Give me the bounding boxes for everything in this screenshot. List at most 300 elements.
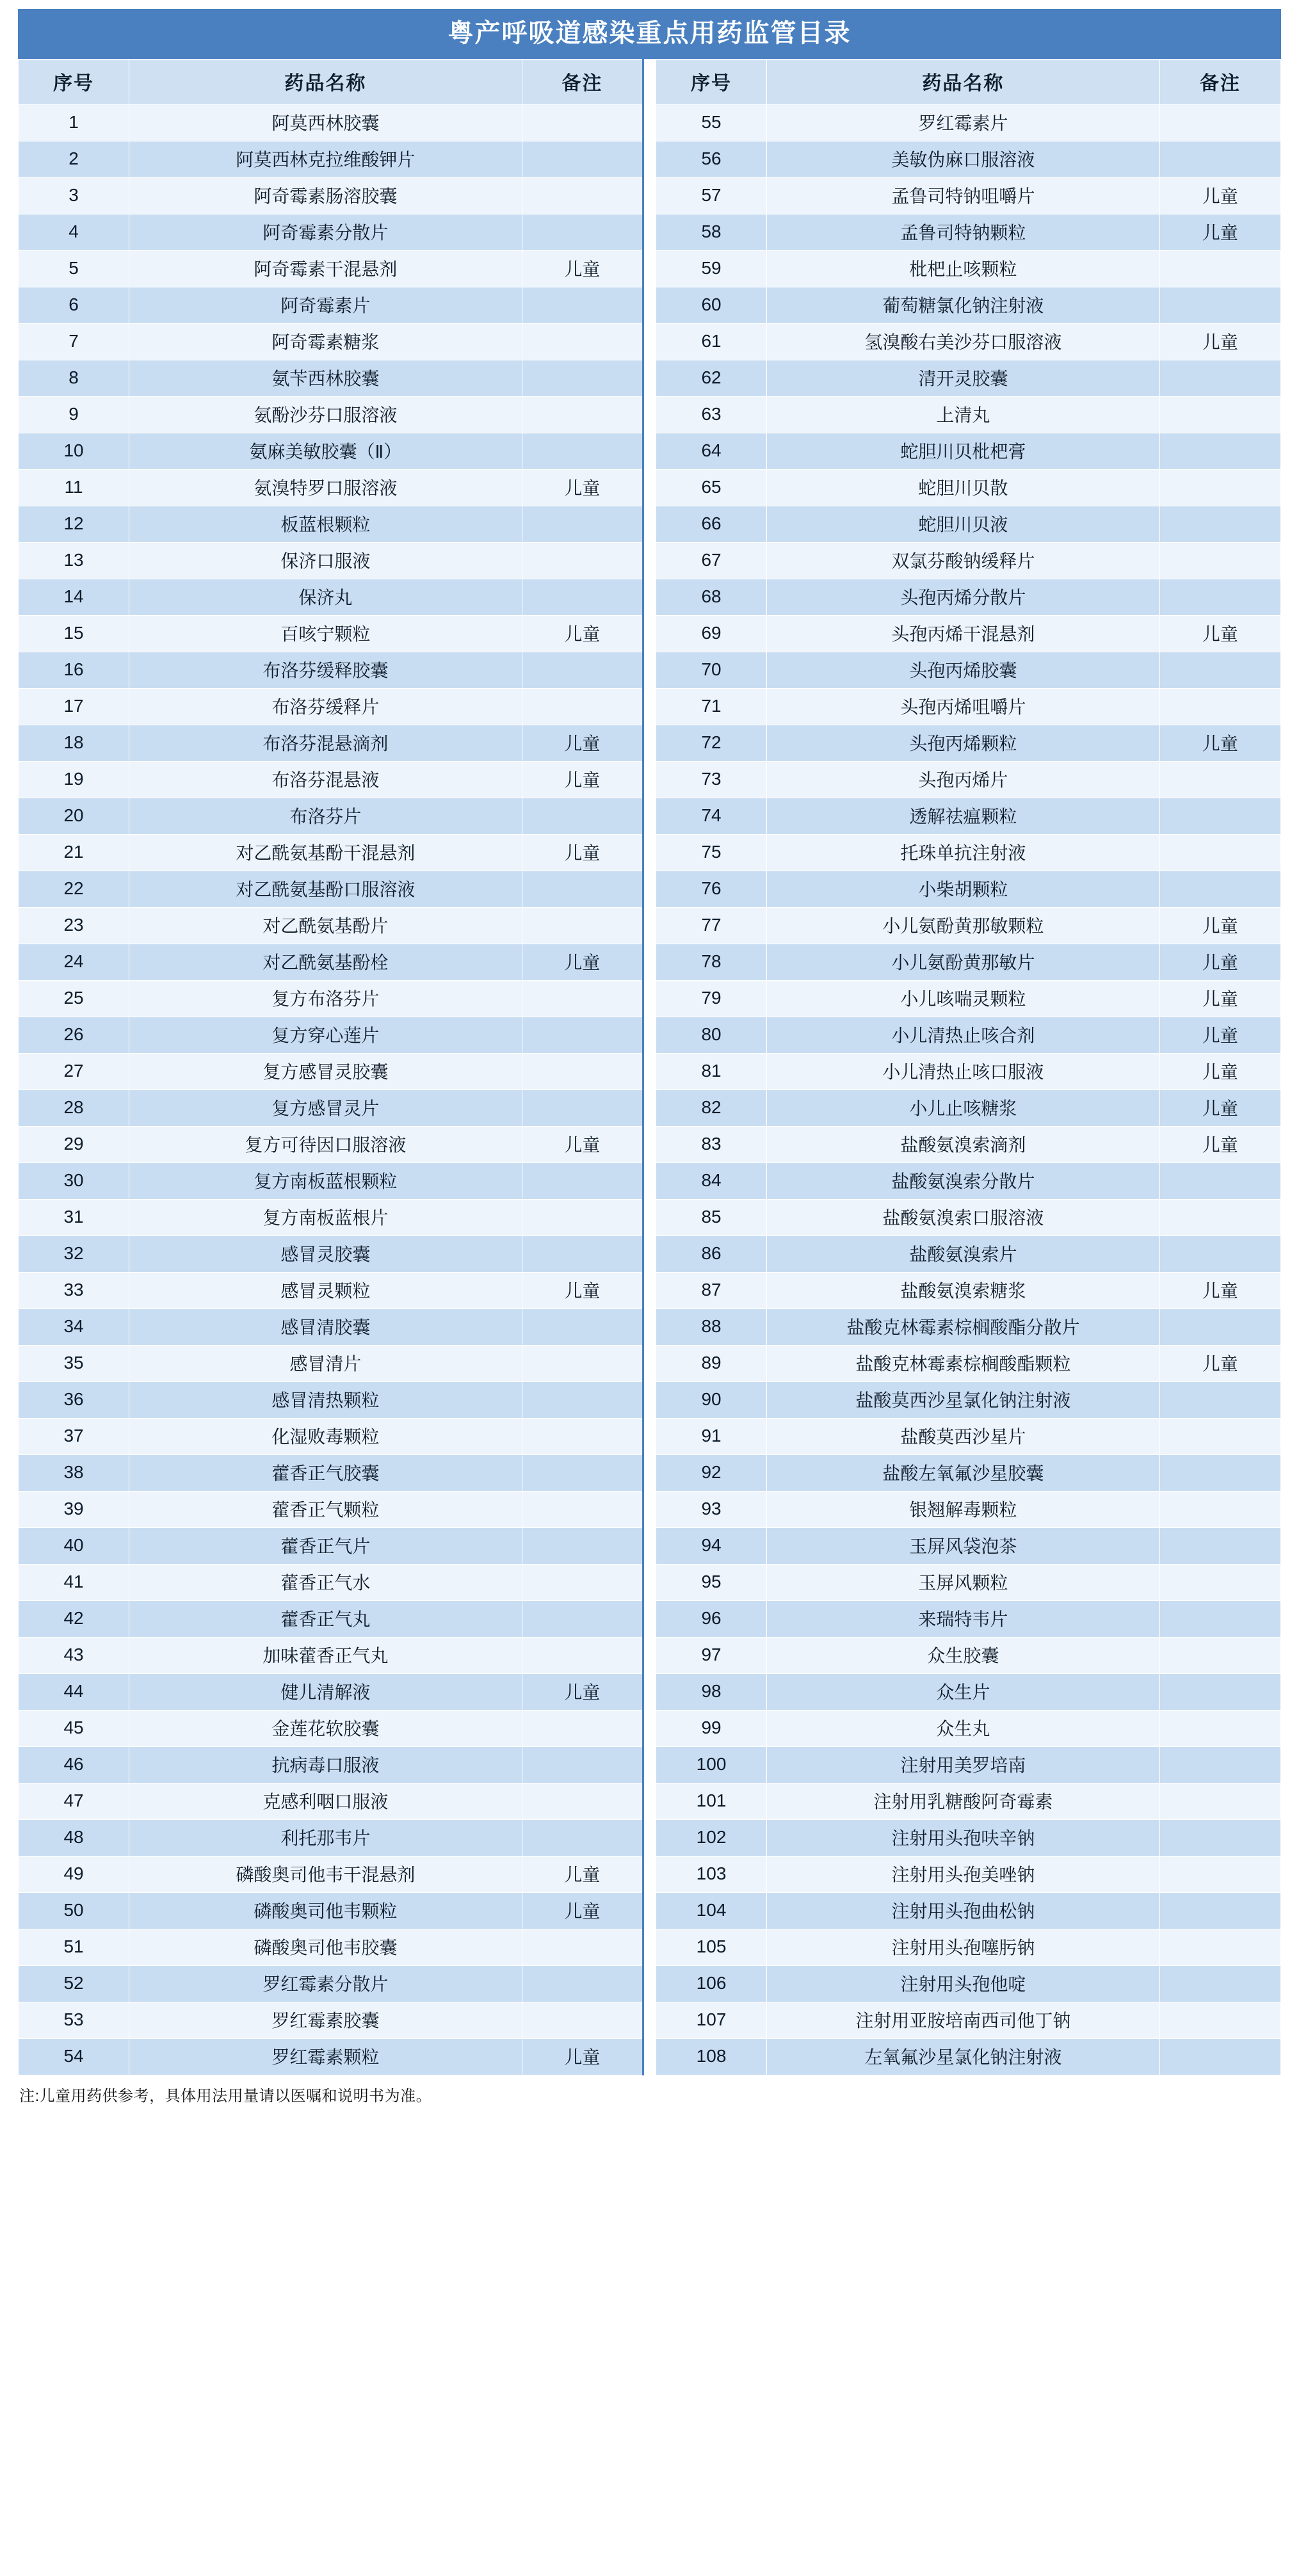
cell-note-left — [522, 1090, 643, 1127]
cell-note-right — [1159, 1309, 1280, 1346]
cell-num-left: 24 — [19, 944, 129, 981]
cell-name-right: 头孢丙烯分散片 — [767, 579, 1160, 616]
cell-note-right: 儿童 — [1159, 214, 1280, 251]
column-divider — [643, 324, 656, 360]
cell-num-right: 90 — [656, 1382, 767, 1419]
cell-name-right: 盐酸氨溴索滴剂 — [767, 1127, 1160, 1163]
cell-note-left — [522, 287, 643, 324]
cell-name-left: 复方南板蓝根颗粒 — [129, 1163, 522, 1200]
cell-num-right: 95 — [656, 1565, 767, 1601]
cell-name-left: 布洛芬缓释片 — [129, 689, 522, 725]
table-row — [19, 251, 1281, 287]
cell-note-left: 儿童 — [522, 616, 643, 652]
cell-name-right: 注射用乳糖酸阿奇霉素 — [767, 1783, 1160, 1820]
cell-name-left: 感冒灵颗粒 — [129, 1273, 522, 1309]
cell-name-left: 保济丸 — [129, 579, 522, 616]
cell-name-left: 藿香正气颗粒 — [129, 1492, 522, 1528]
cell-name-right: 罗红霉素片 — [767, 105, 1160, 141]
cell-name-left: 阿莫西林胶囊 — [129, 105, 522, 141]
cell-note-right — [1159, 1163, 1280, 1200]
cell-name-right: 枇杷止咳颗粒 — [767, 251, 1160, 287]
table-row — [19, 725, 1281, 762]
column-divider — [643, 470, 656, 506]
cell-note-right — [1159, 2002, 1280, 2039]
column-divider — [643, 1674, 656, 1711]
cell-num-right: 57 — [656, 178, 767, 214]
cell-name-left: 复方感冒灵片 — [129, 1090, 522, 1127]
cell-note-right — [1159, 1492, 1280, 1528]
table-row — [19, 1747, 1281, 1783]
cell-num-left: 12 — [19, 506, 129, 543]
cell-num-left: 6 — [19, 287, 129, 324]
cell-name-left: 罗红霉素胶囊 — [129, 2002, 522, 2039]
cell-note-left — [522, 798, 643, 835]
cell-name-right: 银翘解毒颗粒 — [767, 1492, 1160, 1528]
cell-name-right: 盐酸克林霉素棕榈酸酯分散片 — [767, 1309, 1160, 1346]
cell-name-right: 头孢丙烯咀嚼片 — [767, 689, 1160, 725]
column-divider — [643, 1565, 656, 1601]
column-divider — [643, 397, 656, 433]
table-row — [19, 1565, 1281, 1601]
cell-name-right: 盐酸氨溴索糖浆 — [767, 1273, 1160, 1309]
cell-num-left: 48 — [19, 1820, 129, 1856]
cell-name-right: 透解祛瘟颗粒 — [767, 798, 1160, 835]
cell-name-left: 感冒清胶囊 — [129, 1309, 522, 1346]
cell-note-right — [1159, 689, 1280, 725]
cell-name-right: 孟鲁司特钠咀嚼片 — [767, 178, 1160, 214]
column-divider — [643, 287, 656, 324]
cell-num-right: 56 — [656, 141, 767, 178]
cell-name-right: 注射用头孢他啶 — [767, 1966, 1160, 2002]
cell-note-left — [522, 908, 643, 944]
cell-num-right: 83 — [656, 1127, 767, 1163]
cell-note-right — [1159, 1601, 1280, 1638]
cell-num-left: 51 — [19, 1929, 129, 1966]
cell-name-left: 罗红霉素颗粒 — [129, 2039, 522, 2075]
cell-note-left: 儿童 — [522, 251, 643, 287]
cell-note-right: 儿童 — [1159, 725, 1280, 762]
cell-note-left: 儿童 — [522, 2039, 643, 2075]
cell-note-left — [522, 433, 643, 470]
cell-note-left: 儿童 — [522, 725, 643, 762]
header-num-left: 序号 — [19, 60, 129, 105]
table-row — [19, 1601, 1281, 1638]
cell-num-right: 103 — [656, 1856, 767, 1893]
cell-name-left: 氨酚沙芬口服溶液 — [129, 397, 522, 433]
cell-num-right: 72 — [656, 725, 767, 762]
cell-note-left — [522, 1017, 643, 1054]
column-divider — [643, 251, 656, 287]
cell-note-right: 儿童 — [1159, 1346, 1280, 1382]
cell-num-right: 97 — [656, 1638, 767, 1674]
table-row — [19, 1200, 1281, 1236]
cell-num-left: 39 — [19, 1492, 129, 1528]
cell-name-right: 头孢丙烯颗粒 — [767, 725, 1160, 762]
cell-num-right: 66 — [656, 506, 767, 543]
cell-name-right: 蛇胆川贝散 — [767, 470, 1160, 506]
column-divider — [643, 652, 656, 689]
cell-note-left: 儿童 — [522, 1893, 643, 1929]
table-row — [19, 1127, 1281, 1163]
cell-name-right: 盐酸莫西沙星氯化钠注射液 — [767, 1382, 1160, 1419]
cell-note-left — [522, 1820, 643, 1856]
cell-note-right — [1159, 1747, 1280, 1783]
table-row — [19, 433, 1281, 470]
cell-name-right: 左氧氟沙星氯化钠注射液 — [767, 2039, 1160, 2075]
cell-num-right: 79 — [656, 981, 767, 1017]
cell-name-right: 头孢丙烯片 — [767, 762, 1160, 798]
column-divider — [643, 1747, 656, 1783]
column-divider — [643, 725, 656, 762]
header-note-left: 备注 — [522, 60, 643, 105]
cell-note-left — [522, 1419, 643, 1455]
cell-name-right: 注射用头孢噻肟钠 — [767, 1929, 1160, 1966]
cell-name-right: 小儿清热止咳口服液 — [767, 1054, 1160, 1090]
cell-name-left: 百咳宁颗粒 — [129, 616, 522, 652]
cell-num-right: 94 — [656, 1528, 767, 1565]
cell-note-right — [1159, 1783, 1280, 1820]
column-divider — [643, 1309, 656, 1346]
cell-note-left — [522, 214, 643, 251]
column-divider — [643, 105, 656, 141]
cell-note-right: 儿童 — [1159, 178, 1280, 214]
column-divider — [643, 1017, 656, 1054]
column-divider — [643, 689, 656, 725]
column-divider — [643, 944, 656, 981]
cell-note-right: 儿童 — [1159, 324, 1280, 360]
cell-note-right — [1159, 2039, 1280, 2075]
cell-num-right: 99 — [656, 1711, 767, 1747]
cell-num-left: 19 — [19, 762, 129, 798]
cell-num-right: 101 — [656, 1783, 767, 1820]
cell-num-right: 89 — [656, 1346, 767, 1382]
cell-num-right: 98 — [656, 1674, 767, 1711]
cell-note-right — [1159, 251, 1280, 287]
cell-note-left — [522, 1747, 643, 1783]
table-row — [19, 689, 1281, 725]
cell-num-right: 74 — [656, 798, 767, 835]
column-divider — [643, 506, 656, 543]
table-row — [19, 762, 1281, 798]
table-row — [19, 1893, 1281, 1929]
cell-name-right: 盐酸莫西沙星片 — [767, 1419, 1160, 1455]
cell-note-right — [1159, 579, 1280, 616]
cell-name-left: 复方布洛芬片 — [129, 981, 522, 1017]
cell-name-left: 藿香正气胶囊 — [129, 1455, 522, 1492]
cell-note-left — [522, 1236, 643, 1273]
cell-name-left: 金莲花软胶囊 — [129, 1711, 522, 1747]
column-divider — [643, 1528, 656, 1565]
cell-num-left: 45 — [19, 1711, 129, 1747]
cell-name-right: 清开灵胶囊 — [767, 360, 1160, 397]
cell-num-right: 59 — [656, 251, 767, 287]
cell-note-right — [1159, 105, 1280, 141]
cell-num-left: 26 — [19, 1017, 129, 1054]
cell-name-left: 复方穿心莲片 — [129, 1017, 522, 1054]
cell-num-right: 70 — [656, 652, 767, 689]
cell-name-left: 阿奇霉素糖浆 — [129, 324, 522, 360]
cell-note-right — [1159, 1455, 1280, 1492]
column-divider — [643, 1455, 656, 1492]
cell-name-right: 盐酸左氧氟沙星胶囊 — [767, 1455, 1160, 1492]
column-divider — [643, 360, 656, 397]
table-row — [19, 1309, 1281, 1346]
cell-note-right — [1159, 360, 1280, 397]
table-row — [19, 1492, 1281, 1528]
cell-num-left: 23 — [19, 908, 129, 944]
cell-name-left: 阿奇霉素肠溶胶囊 — [129, 178, 522, 214]
cell-name-right: 盐酸氨溴索片 — [767, 1236, 1160, 1273]
column-divider — [643, 1273, 656, 1309]
cell-note-right — [1159, 762, 1280, 798]
cell-num-left: 10 — [19, 433, 129, 470]
column-divider — [643, 762, 656, 798]
cell-num-left: 14 — [19, 579, 129, 616]
cell-num-left: 16 — [19, 652, 129, 689]
table-row — [19, 1820, 1281, 1856]
cell-name-right: 小儿氨酚黄那敏颗粒 — [767, 908, 1160, 944]
cell-note-right — [1159, 1200, 1280, 1236]
cell-num-right: 69 — [656, 616, 767, 652]
column-divider — [643, 214, 656, 251]
cell-note-left — [522, 1528, 643, 1565]
cell-note-right — [1159, 1856, 1280, 1893]
column-divider — [643, 1783, 656, 1820]
cell-name-left: 对乙酰氨基酚干混悬剂 — [129, 835, 522, 871]
cell-name-left: 化湿败毒颗粒 — [129, 1419, 522, 1455]
cell-note-right — [1159, 397, 1280, 433]
cell-name-right: 盐酸氨溴索分散片 — [767, 1163, 1160, 1200]
cell-num-left: 40 — [19, 1528, 129, 1565]
cell-note-left: 儿童 — [522, 762, 643, 798]
cell-num-right: 82 — [656, 1090, 767, 1127]
cell-note-right — [1159, 1638, 1280, 1674]
cell-name-left: 藿香正气片 — [129, 1528, 522, 1565]
cell-note-right — [1159, 1929, 1280, 1966]
cell-name-right: 氢溴酸右美沙芬口服溶液 — [767, 324, 1160, 360]
cell-note-left — [522, 543, 643, 579]
column-divider — [643, 1163, 656, 1200]
cell-note-right — [1159, 506, 1280, 543]
column-divider — [643, 2039, 656, 2075]
cell-num-right: 78 — [656, 944, 767, 981]
cell-note-right: 儿童 — [1159, 1090, 1280, 1127]
cell-num-right: 102 — [656, 1820, 767, 1856]
cell-name-right: 美敏伪麻口服溶液 — [767, 141, 1160, 178]
cell-num-left: 52 — [19, 1966, 129, 2002]
cell-num-right: 87 — [656, 1273, 767, 1309]
cell-num-right: 105 — [656, 1929, 767, 1966]
cell-num-right: 77 — [656, 908, 767, 944]
cell-note-left — [522, 689, 643, 725]
table-row — [19, 178, 1281, 214]
drug-catalog-table — [18, 59, 1281, 2075]
cell-num-left: 20 — [19, 798, 129, 835]
cell-note-left — [522, 1163, 643, 1200]
cell-note-left — [522, 1601, 643, 1638]
cell-num-left: 34 — [19, 1309, 129, 1346]
cell-name-right: 众生丸 — [767, 1711, 1160, 1747]
cell-num-left: 13 — [19, 543, 129, 579]
cell-num-left: 22 — [19, 871, 129, 908]
column-divider — [643, 981, 656, 1017]
column-divider — [643, 1711, 656, 1747]
column-divider — [643, 1090, 656, 1127]
column-divider — [643, 1601, 656, 1638]
cell-note-left — [522, 1929, 643, 1966]
column-divider — [643, 141, 656, 178]
cell-name-right: 小儿清热止咳合剂 — [767, 1017, 1160, 1054]
column-divider — [643, 616, 656, 652]
cell-num-right: 107 — [656, 2002, 767, 2039]
cell-note-right: 儿童 — [1159, 1273, 1280, 1309]
table-row — [19, 287, 1281, 324]
cell-note-right — [1159, 1893, 1280, 1929]
cell-name-right: 头孢丙烯胶囊 — [767, 652, 1160, 689]
cell-note-right — [1159, 871, 1280, 908]
cell-note-left — [522, 178, 643, 214]
cell-name-right: 注射用头孢美唑钠 — [767, 1856, 1160, 1893]
cell-note-left — [522, 2002, 643, 2039]
cell-name-left: 氨麻美敏胶囊（Ⅱ） — [129, 433, 522, 470]
cell-num-left: 5 — [19, 251, 129, 287]
page-title: 粤产呼吸道感染重点用药监管目录 — [18, 9, 1281, 59]
cell-note-right — [1159, 470, 1280, 506]
cell-note-right: 儿童 — [1159, 1054, 1280, 1090]
cell-num-right: 104 — [656, 1893, 767, 1929]
column-divider — [643, 871, 656, 908]
cell-name-right: 玉屏风颗粒 — [767, 1565, 1160, 1601]
cell-num-left: 15 — [19, 616, 129, 652]
cell-name-right: 玉屏风袋泡茶 — [767, 1528, 1160, 1565]
cell-num-left: 21 — [19, 835, 129, 871]
cell-note-right — [1159, 1966, 1280, 2002]
cell-name-left: 对乙酰氨基酚口服溶液 — [129, 871, 522, 908]
cell-name-left: 罗红霉素分散片 — [129, 1966, 522, 2002]
cell-name-left: 阿奇霉素分散片 — [129, 214, 522, 251]
column-divider — [643, 1127, 656, 1163]
table-row — [19, 1966, 1281, 2002]
cell-note-right — [1159, 1236, 1280, 1273]
cell-note-right — [1159, 287, 1280, 324]
cell-num-left: 44 — [19, 1674, 129, 1711]
cell-name-left: 感冒清热颗粒 — [129, 1382, 522, 1419]
cell-name-left: 感冒清片 — [129, 1346, 522, 1382]
cell-num-left: 2 — [19, 141, 129, 178]
cell-num-left: 3 — [19, 178, 129, 214]
column-divider — [643, 1492, 656, 1528]
cell-num-right: 92 — [656, 1455, 767, 1492]
table-row — [19, 105, 1281, 141]
cell-num-right: 62 — [656, 360, 767, 397]
table-row — [19, 908, 1281, 944]
column-divider — [643, 908, 656, 944]
cell-note-left — [522, 871, 643, 908]
cell-name-right: 注射用头孢曲松钠 — [767, 1893, 1160, 1929]
cell-name-left: 保济口服液 — [129, 543, 522, 579]
column-divider — [643, 178, 656, 214]
header-note-right: 备注 — [1159, 60, 1280, 105]
cell-note-right — [1159, 141, 1280, 178]
table-row — [19, 835, 1281, 871]
column-divider — [643, 543, 656, 579]
cell-name-left: 磷酸奥司他韦颗粒 — [129, 1893, 522, 1929]
cell-num-left: 9 — [19, 397, 129, 433]
table-row — [19, 1163, 1281, 1200]
column-divider — [643, 1236, 656, 1273]
cell-num-left: 46 — [19, 1747, 129, 1783]
cell-note-left — [522, 360, 643, 397]
column-divider — [643, 1200, 656, 1236]
cell-name-left: 磷酸奥司他韦干混悬剂 — [129, 1856, 522, 1893]
cell-num-right: 81 — [656, 1054, 767, 1090]
table-row — [19, 141, 1281, 178]
cell-note-left — [522, 1565, 643, 1601]
cell-num-right: 93 — [656, 1492, 767, 1528]
cell-note-left: 儿童 — [522, 944, 643, 981]
cell-name-right: 蛇胆川贝液 — [767, 506, 1160, 543]
header-num-right: 序号 — [656, 60, 767, 105]
cell-note-left — [522, 1346, 643, 1382]
table-row — [19, 1528, 1281, 1565]
cell-num-right: 71 — [656, 689, 767, 725]
cell-note-right — [1159, 543, 1280, 579]
cell-num-left: 29 — [19, 1127, 129, 1163]
table-header — [19, 60, 1281, 105]
cell-note-left — [522, 1200, 643, 1236]
column-divider — [643, 1820, 656, 1856]
cell-note-left: 儿童 — [522, 1856, 643, 1893]
cell-num-right: 88 — [656, 1309, 767, 1346]
cell-name-left: 藿香正气丸 — [129, 1601, 522, 1638]
cell-note-left — [522, 324, 643, 360]
table-row — [19, 1090, 1281, 1127]
cell-name-right: 来瑞特韦片 — [767, 1601, 1160, 1638]
column-divider — [643, 1346, 656, 1382]
cell-note-left — [522, 1783, 643, 1820]
cell-num-left: 7 — [19, 324, 129, 360]
cell-name-right: 众生片 — [767, 1674, 1160, 1711]
footnote: 注:儿童用药供参考，具体用法用量请以医嘱和说明书为准。 — [19, 2088, 432, 2105]
cell-name-left: 布洛芬混悬滴剂 — [129, 725, 522, 762]
table-row — [19, 1017, 1281, 1054]
cell-name-left: 克感利咽口服液 — [129, 1783, 522, 1820]
cell-num-left: 17 — [19, 689, 129, 725]
table-row — [19, 944, 1281, 981]
cell-num-right: 68 — [656, 579, 767, 616]
table-row — [19, 652, 1281, 689]
table-row — [19, 1929, 1281, 1966]
cell-note-right: 儿童 — [1159, 981, 1280, 1017]
cell-name-right: 注射用亚胺培南西司他丁钠 — [767, 2002, 1160, 2039]
cell-num-left: 49 — [19, 1856, 129, 1893]
cell-num-left: 54 — [19, 2039, 129, 2075]
cell-num-left: 37 — [19, 1419, 129, 1455]
cell-num-right: 63 — [656, 397, 767, 433]
cell-num-left: 47 — [19, 1783, 129, 1820]
cell-note-left — [522, 506, 643, 543]
cell-name-left: 布洛芬混悬液 — [129, 762, 522, 798]
cell-name-left: 阿奇霉素干混悬剂 — [129, 251, 522, 287]
table-row — [19, 981, 1281, 1017]
cell-num-right: 61 — [656, 324, 767, 360]
cell-name-left: 感冒灵胶囊 — [129, 1236, 522, 1273]
table-row — [19, 506, 1281, 543]
table-row — [19, 1273, 1281, 1309]
cell-note-left: 儿童 — [522, 1273, 643, 1309]
cell-name-right: 注射用头孢呋辛钠 — [767, 1820, 1160, 1856]
cell-num-left: 11 — [19, 470, 129, 506]
